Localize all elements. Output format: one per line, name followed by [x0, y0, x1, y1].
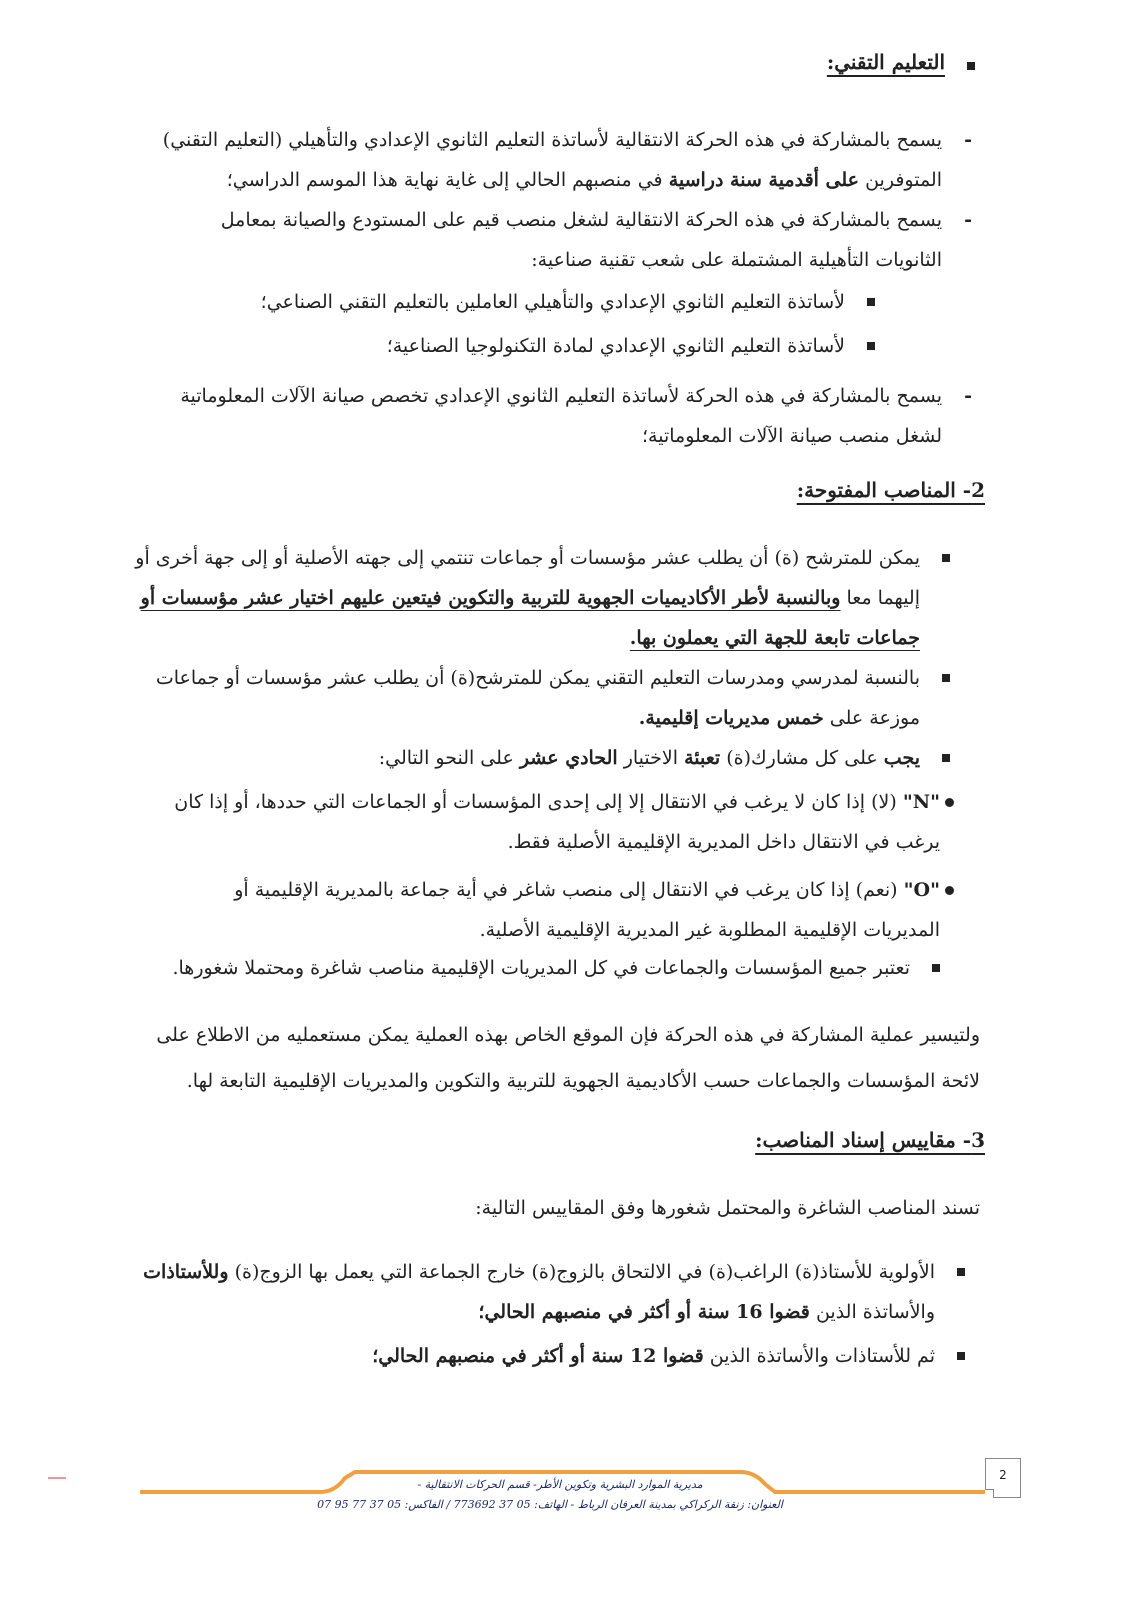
section-2-bullet-1: يمكن للمترشح (ة) أن يطلب عشر مؤسسات أو جماعات تنتمي إلى جهته الأصلية أو إلى جهة أخرى أو إليهما معا وبالنسبة لأطر الأكاديميات الجهوية للتربية والتكوين فيتعين عليهم اختيار عشر مؤسسات أو جماعات تابعة للجهة التي يعملون بها.: [130, 538, 920, 658]
technical-heading: [827, 50, 945, 74]
technical-heading-text: التعليم التقني:: [826, 50, 945, 74]
technical-paragraph-1: - يسمح بالمشاركة في هذه الحركة الانتقالية لأساتذة التعليم الثانوي الإعدادي والتأهيلي (التعليم التقني) المتوفرين على أقدمية سنة دراسية في منصبهم الحالي إلى غاية نهاية هذا الموسم الدراسي؛: [152, 120, 942, 200]
footer: [140, 1470, 990, 1540]
option-n-item: "N" (لا) إذا كان لا يرغب في الانتقال إلا إلى إحدى المؤسسات أو الجماعات التي حددها، أو إذا كان يرغب في الانتقال داخل المديرية الإقليمية الأصلية فقط.: [160, 782, 940, 862]
criterion-2: ثم للأستاذات والأساتذة الذين قضوا 12 سنة أو أكثر في منصبهم الحالي؛: [135, 1336, 935, 1376]
page-number: 2: [985, 1458, 1021, 1498]
section-2-bullet-4: تعتبر جميع المؤسسات والجماعات في كل المديريات الإقليمية مناصب شاغرة ومحتملا شغورها.: [150, 948, 910, 988]
scan-mark: [48, 1477, 66, 1479]
option-o-item: "O" (نعم) إذا كان يرغب في الانتقال إلى منصب شاغر في أية جماعة بالمديرية الإقليمية أو المديريات الإقليمية المطلوبة غير المديرية الإقليمية الأصلية.: [160, 870, 940, 950]
technical-sub-item-2: لأساتذة التعليم الثانوي الإعدادي لمادة التكنولوجيا الصناعية؛: [145, 326, 845, 366]
footer-line-1: مديرية الموارد البشرية وتكوين الأطر- قسم الحركات الانتقالية -: [417, 1478, 703, 1491]
section-2-paragraph: ولتيسير عملية المشاركة في هذه الحركة فإن الموقع الخاص بهذه العملية يمكن مستعمليه من الاطلاع على لائحة المؤسسات والجماعات حسب الأكاديمية الجهوية للتربية والتكوين والمديريات الإقليمية التابعة لها.: [156, 1024, 980, 1092]
criterion-1: الأولوية للأستاذ(ة) الراغب(ة) في الالتحاق بالزوج(ة) خارج الجماعة التي يعمل بها الزوج(ة) وللأستاذات والأساتذة الذين قضوا 16 سنة أو أكثر في منصبهم الحالي؛: [135, 1252, 935, 1332]
technical-paragraph-2: - يسمح بالمشاركة في هذه الحركة الانتقالية لشغل منصب قيم على المستودع والصيانة بمعامل الثانويات التأهيلية المشتملة على شعب تقنية صناعية:: [152, 200, 942, 280]
technical-paragraph-3: - يسمح بالمشاركة في هذه الحركة لأساتذة التعليم الثانوي الإعدادي تخصص صيانة الآلات المعلوماتية لشغل منصب صيانة الآلات المعلوماتية؛: [152, 376, 942, 456]
section-2-bullet-3: يجب على كل مشارك(ة) تعبئة الاختيار الحادي عشر على النحو التالي:: [130, 738, 920, 778]
technical-sub-item-1: لأساتذة التعليم الثانوي الإعدادي والتأهيلي العاملين بالتعليم التقني الصناعي؛: [145, 282, 845, 322]
section-3-intro: تسند المناصب الشاغرة والمحتمل شغورها وفق المقاييس التالية:: [475, 1197, 980, 1219]
footer-line-2: العنوان: زنقة الركراكي بمدينة العرفان الرباط - الهاتف: 05 37 773692 / الفاكس: 05 37 77 95 07: [317, 1498, 783, 1511]
bullet-square: [967, 62, 975, 70]
section-2-heading: 2- المناصب المفتوحة:: [796, 478, 985, 502]
section-2-bullet-2: بالنسبة لمدرسي ومدرسات التعليم التقني يمكن للمترشح(ة) أن يطلب عشر مؤسسات أو جماعات موزعة على خمس مديريات إقليمية.: [130, 658, 920, 738]
section-3-heading: 3- مقاييس إسناد المناصب:: [755, 1128, 985, 1152]
